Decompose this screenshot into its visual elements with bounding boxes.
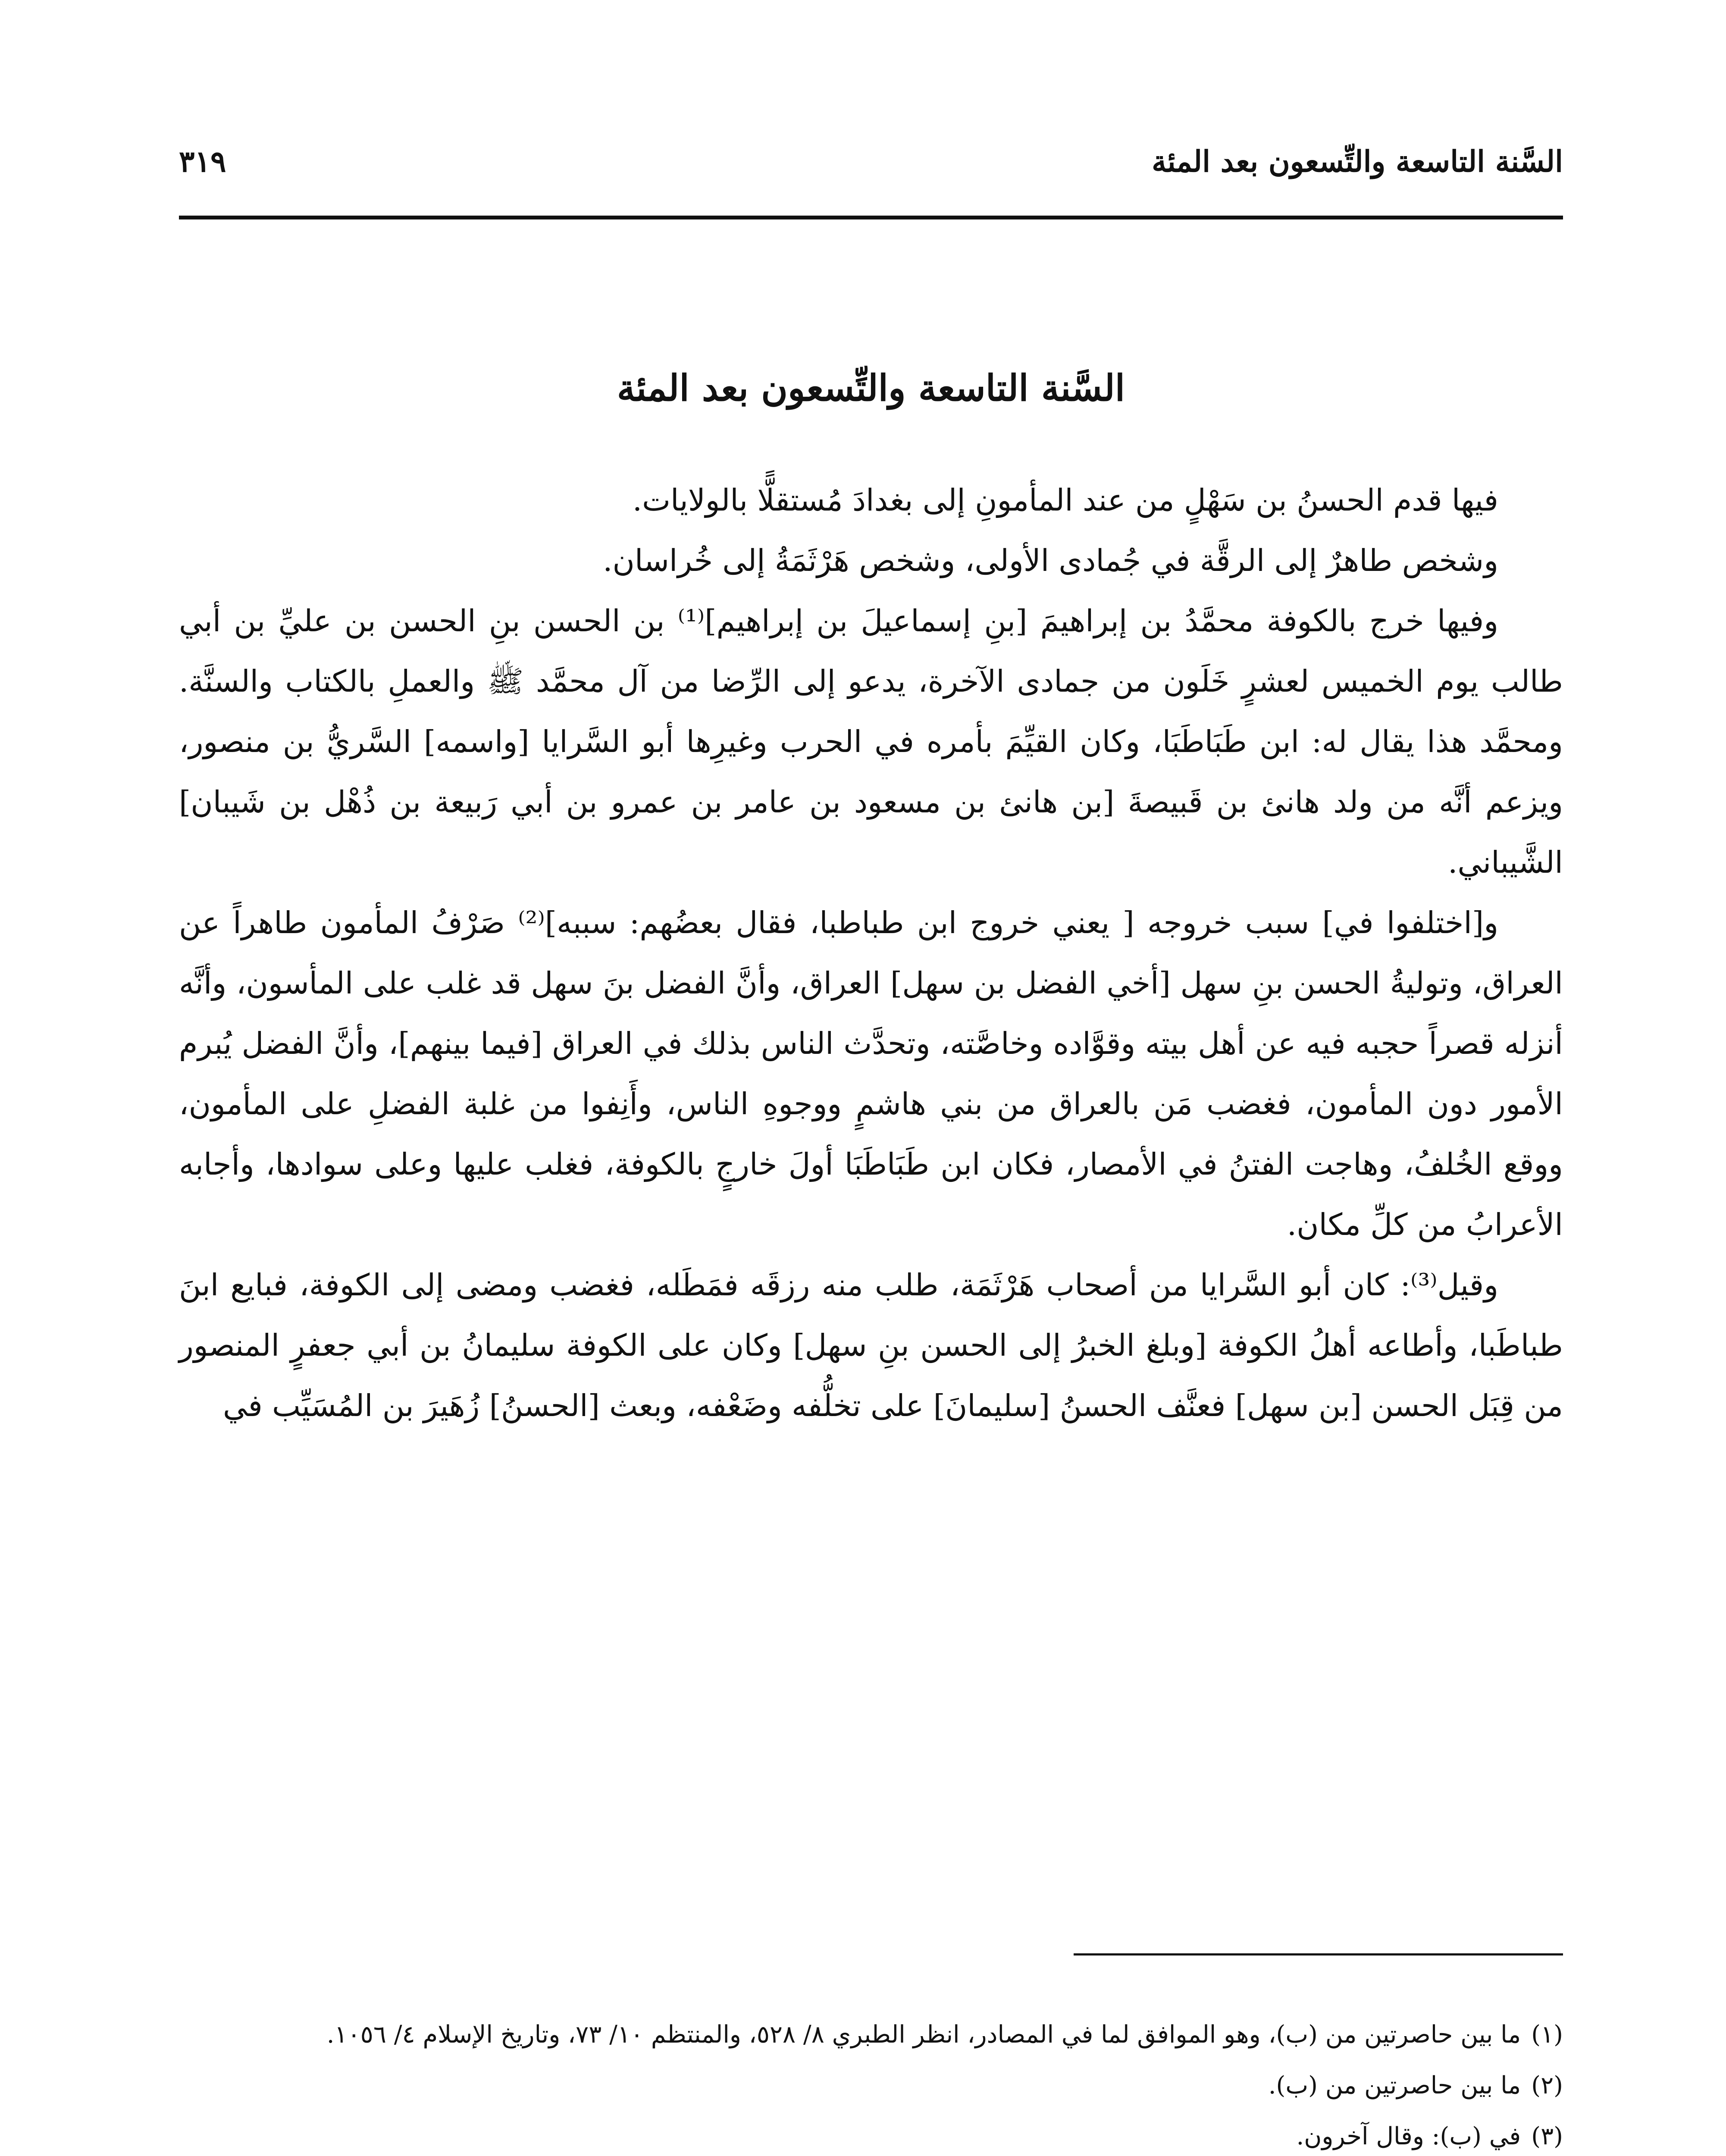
header-divider [179, 216, 1563, 219]
running-header [179, 129, 1563, 194]
footnote-text: ما بين حاصرتين من (ب)، وهو الموافق لما في المصادر، انظر الطبري ٨/ ٥٢٨، والمنتظم ١٠/ ٧٣، وتاريخ الإسلام ٤/ ١٠٥٦. [326, 2021, 1521, 2049]
main-text [179, 470, 1563, 1436]
footnotes [179, 2009, 1563, 2156]
footnote-text: ما بين حاصرتين من (ب). [1268, 2071, 1521, 2100]
paragraph: وفيها خرج بالكوفة محمَّدُ بن إبراهيمَ [بنِ إسماعيلَ بن إبراهيم]⁽¹⁾ بن الحسن بنِ الحسن بن عليِّ بن أبي طالب يوم الخميس لعشرٍ خَلَون من جمادى الآخرة، يدعو إلى الرِّضا من آل محمَّد ﷺ والعملِ بالكتاب والسنَّة. ومحمَّد هذا يقال له: ابن طَبَاطَبَا، وكان القيِّمَ بأمره في الحرب وغيرِها أبو السَّرايا [واسمه] السَّريُّ بن منصور، ويزعم أنَّه من ولد هانئ بن قَبيصةَ [بن هانئ بن مسعود بن عامر بن عمرو بن أبي رَبيعة بن ذُهْل بن شَيبان] الشَّيباني. [179, 603, 1563, 880]
footnote [179, 2060, 1563, 2111]
footnote-mark: (٣) [1531, 2122, 1563, 2150]
footnote-text: في (ب): وقال آخرون. [1296, 2122, 1521, 2150]
paragraph: فيها قدم الحسنُ بن سَهْلٍ من عند المأمونِ إلى بغدادَ مُستقلًّا بالولايات. [632, 483, 1498, 518]
chapter-title: السَّنة التاسعة والتِّسعون بعد المئة [617, 367, 1125, 409]
footnote-mark: (١) [1531, 2021, 1563, 2049]
running-title: السَّنة التاسعة والتِّسعون بعد المئة [1152, 144, 1563, 179]
paragraph: و[اختلفوا في] سبب خروجه [ يعني خروج ابن طباطبا، فقال بعضُهم: سببه]⁽²⁾ صَرْفُ المأمون طاهراً عن العراق، وتوليةُ الحسن بنِ سهل [أخي الفضل بن سهل] العراق، وأنَّ الفضل بنَ سهل قد غلب على المأسون، وأنَّه أنزله قصراً حجبه فيه عن أهل بيته وقوَّاده وخاصَّته، وتحدَّث الناس بذلك في العراق [فيما بينهم]، وأنَّ الفضل يُبرم الأمور دون المأمون، فغضب مَن بالعراق من بني هاشمٍ ووجوهِ الناس، وأَنِفوا من غلبة الفضلِ على المأمون، ووقع الخُلفُ، وهاجت الفتنُ في الأمصار، فكان ابن طَبَاطَبَا أولَ خارجٍ بالكوفة، فغلب عليها وعلى سوادها، وأجابه الأعرابُ من كلِّ مكان. [179, 905, 1563, 1242]
paragraph: وشخص طاهرٌ إلى الرقَّة في جُمادى الأولى، وشخص هَرْثَمَةُ إلى خُراسان. [603, 543, 1498, 578]
paragraph: وقيل⁽³⁾: كان أبو السَّرايا من أصحاب هَرْثَمَة، طلب منه رزقَه فمَطَله، فغضب ومضى إلى الكوفة، فبايع ابنَ طباطَبا، وأطاعه أهلُ الكوفة [وبلغ الخبرُ إلى الحسن بنِ سهل] وكان على الكوفة سليمانُ بن أبي جعفرٍ المنصور من قِبَل الحسن [بن سهل] فعنَّف الحسنُ [سليمانَ] على تخلُّفه وضَعْفه، وبعث [الحسنُ] زُهَيرَ بن المُسَيِّب في [179, 1267, 1563, 1423]
footnote [179, 2111, 1563, 2156]
footnote-divider [1074, 1953, 1563, 1955]
footnote [179, 2009, 1563, 2060]
footnote-mark: (٢) [1531, 2071, 1563, 2100]
page-number: ٣١٩ [179, 144, 226, 179]
